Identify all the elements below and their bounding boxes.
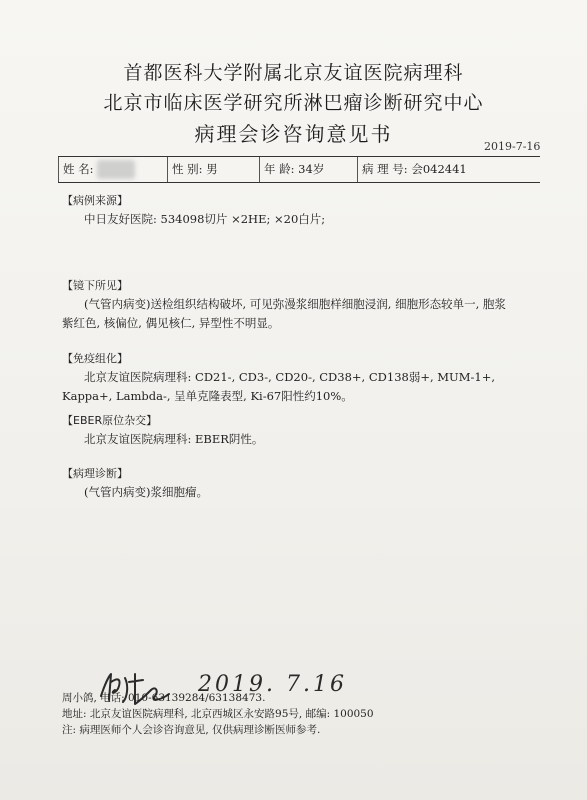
patient-info-table xyxy=(58,156,540,183)
case-source-section xyxy=(62,191,522,229)
case-source-heading: 【病例来源】 xyxy=(62,194,128,207)
immunohistochemistry-heading: 【免疫组化】 xyxy=(62,352,128,365)
gender-cell: 性 别: 男 xyxy=(168,157,260,182)
hospital-title: 首都医科大学附属北京友谊医院病理科 xyxy=(123,62,464,84)
diagnosis-text: (气管内病变)浆细胞瘤。 xyxy=(84,485,208,499)
name-redaction xyxy=(97,160,135,179)
pathology-number-cell: 病 理 号: 会042441 xyxy=(362,162,467,176)
name-label: 姓 名: xyxy=(63,162,94,176)
address-line: 地址: 北京友谊医院病理科, 北京西城区永安路95号, 邮编: 100050 xyxy=(62,708,374,720)
diagnosis-heading: 【病理诊断】 xyxy=(62,467,128,480)
immunohistochemistry-text-line2: Kappa+, Lambda-, 呈单克隆表型, Ki-67阳性约10%。 xyxy=(62,389,353,403)
microscopy-section xyxy=(62,276,522,333)
eber-text: 北京友谊医院病理科: EBER阴性。 xyxy=(84,432,264,446)
eber-heading: 【EBER原位杂交】 xyxy=(62,414,158,427)
note-line: 注: 病理医师个人会诊咨询意见, 仅供病理诊断医师参考. xyxy=(62,724,321,736)
contact-line: 周小鸽, 电话: 010-63139284/63138473. xyxy=(62,692,266,704)
report-title: 病理会诊咨询意见书 xyxy=(194,122,393,146)
footer-block xyxy=(62,690,374,738)
handwritten-date: 2019. 7.16 xyxy=(198,672,347,697)
name-cell xyxy=(58,157,168,182)
age-cell: 年 龄: 34岁 xyxy=(260,157,358,182)
microscopy-heading: 【镜下所见】 xyxy=(62,279,128,292)
report-date: 2019-7-16 xyxy=(484,140,541,153)
research-center-title: 北京市临床医学研究所淋巴瘤诊断研究中心 xyxy=(103,92,484,114)
eber-section xyxy=(62,411,522,449)
diagnosis-section xyxy=(62,464,522,502)
microscopy-text-line2: 紫红色, 核偏位, 偶见核仁, 异型性不明显。 xyxy=(62,316,280,330)
immunohistochemistry-text-line1: 北京友谊医院病理科: CD21-, CD3-, CD20-, CD38+, CD138弱+, MUM-1+, xyxy=(84,370,496,384)
case-source-text: 中日友好医院: 534098切片 ×2HE; ×20白片; xyxy=(84,212,326,226)
immunohistochemistry-section xyxy=(62,349,522,406)
microscopy-text-line1: (气管内病变)送检组织结构破坏, 可见弥漫浆细胞样细胞浸润, 细胞形态较单一, 胞浆 xyxy=(84,297,506,311)
